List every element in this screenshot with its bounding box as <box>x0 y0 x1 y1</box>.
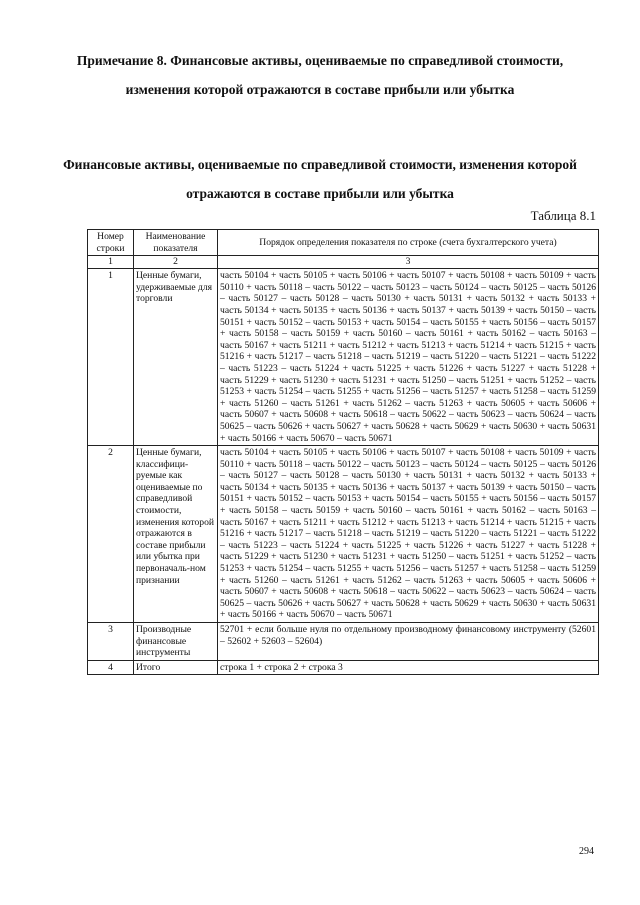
row-formula: строка 1 + строка 2 + строка 3 <box>218 660 599 675</box>
table-row <box>88 623 599 661</box>
row-number: 1 <box>88 269 134 446</box>
column-number: 1 <box>88 256 134 269</box>
page-number: 294 <box>579 846 594 857</box>
row-number: 3 <box>88 623 134 661</box>
note-title: Примечание 8. Финансовые активы, оцениваемые по справедливой стоимости, изменения которой отражаются в составе прибыли или убытка <box>76 53 564 97</box>
column-number: 2 <box>134 256 218 269</box>
indicator-name: Производные финансовые инструменты <box>134 623 218 661</box>
row-number: 2 <box>88 446 134 623</box>
section-title: Финансовые активы, оцениваемые по справедливой стоимости, изменения которой отражаются в составе прибыли или убытка <box>63 157 577 201</box>
table-header-row <box>88 230 599 256</box>
table-row <box>88 446 599 623</box>
column-number: 3 <box>218 256 599 269</box>
indicator-name: Ценные бумаги, удерживаемые для торговли <box>134 269 218 446</box>
indicators-table <box>87 229 599 675</box>
header-row-number: Номер строки <box>88 230 134 256</box>
row-formula: часть 50104 + часть 50105 + часть 50106 + часть 50107 + часть 50108 + часть 50109 + часть 50110 + часть 50118 – часть 50122 – часть 50123 – часть 50124 – часть 50125 – часть 50126 – часть 50127 – часть 50128 – часть 50130 + часть 50131 + часть 50132 + часть 50133 + часть 50134 + часть 50135 + часть 50136 + часть 50137 + часть 50139 + часть 50150 – часть 50151 + часть 50152 – часть 50153 + часть 50154 – часть 50155 + часть 50156 – часть 50157 + часть 50158 – часть 50159 + часть 50160 – часть 50161 + часть 50162 – часть 50163 – часть 50167 + часть 51211 + часть 51212 + часть 51213 + часть 51214 + часть 51215 + часть 51216 + часть 51217 – часть 51218 – часть 51219 – часть 51220 – часть 51221 – часть 51222 – часть 51223 – часть 51224 + часть 51225 + часть 51226 + часть 51227 + часть 51228 + часть 51229 + часть 51230 + часть 51231 + часть 51250 – часть 51251 + часть 51252 – часть 51253 + часть 51254 – часть 51255 + часть 51256 – часть 51257 + часть 51258 – часть 51259 + часть 51260 – часть 51261 + часть 51262 – часть 51263 + часть 50605 + часть 50606 + часть 50607 + часть 50608 + часть 50618 – часть 50622 – часть 50623 – часть 50624 – часть 50625 – часть 50626 + часть 50627 + часть 50628 + часть 50629 + часть 50630 + часть 50631 + часть 50166 + часть 50670 – часть 50671 <box>218 269 599 446</box>
row-number: 4 <box>88 660 134 675</box>
table-row <box>88 660 599 675</box>
indicator-name: Итого <box>134 660 218 675</box>
table-row <box>88 269 599 446</box>
header-formula: Порядок определения показателя по строке (счета бухгалтерского учета) <box>218 230 599 256</box>
header-indicator-name: Наименование показателя <box>134 230 218 256</box>
row-formula: часть 50104 + часть 50105 + часть 50106 + часть 50107 + часть 50108 + часть 50109 + часть 50110 + часть 50118 – часть 50122 – часть 50123 – часть 50124 – часть 50125 – часть 50126 – часть 50127 – часть 50128 – часть 50130 + часть 50131 + часть 50132 + часть 50133 + часть 50134 + часть 50135 + часть 50136 + часть 50137 + часть 50139 + часть 50150 – часть 50151 + часть 50152 – часть 50153 + часть 50154 – часть 50155 + часть 50156 – часть 50157 + часть 50158 – часть 50159 + часть 50160 – часть 50161 + часть 50162 – часть 50163 – часть 50167 + часть 51211 + часть 51212 + часть 51213 + часть 51214 + часть 51215 + часть 51216 + часть 51217 – часть 51218 – часть 51219 – часть 51220 – часть 51221 – часть 51222 – часть 51223 – часть 51224 + часть 51225 + часть 51226 + часть 51227 + часть 51228 + часть 51229 + часть 51230 + часть 51231 + часть 51250 – часть 51251 + часть 51252 – часть 51253 + часть 51254 – часть 51255 + часть 51256 – часть 51257 + часть 51258 – часть 51259 + часть 51260 – часть 51261 + часть 51262 – часть 51263 + часть 50605 + часть 50606 + часть 50607 + часть 50608 + часть 50618 – часть 50622 – часть 50623 – часть 50624 – часть 50625 – часть 50626 + часть 50627 + часть 50628 + часть 50629 + часть 50630 + часть 50631 + часть 50166 + часть 50670 – часть 50671 <box>218 446 599 623</box>
indicator-name: Ценные бумаги, классифици-руемые как оцениваемые по справедливой стоимости, изменения которой отражаются в составе прибыли или убытка при первоначаль-ном признании <box>134 446 218 623</box>
column-number-row <box>88 256 599 269</box>
row-formula: 52701 + если больше нуля по отдельному производному финансовому инструменту (52601 – 52602 + 52603 – 52604) <box>218 623 599 661</box>
table-caption: Таблица 8.1 <box>530 208 596 223</box>
